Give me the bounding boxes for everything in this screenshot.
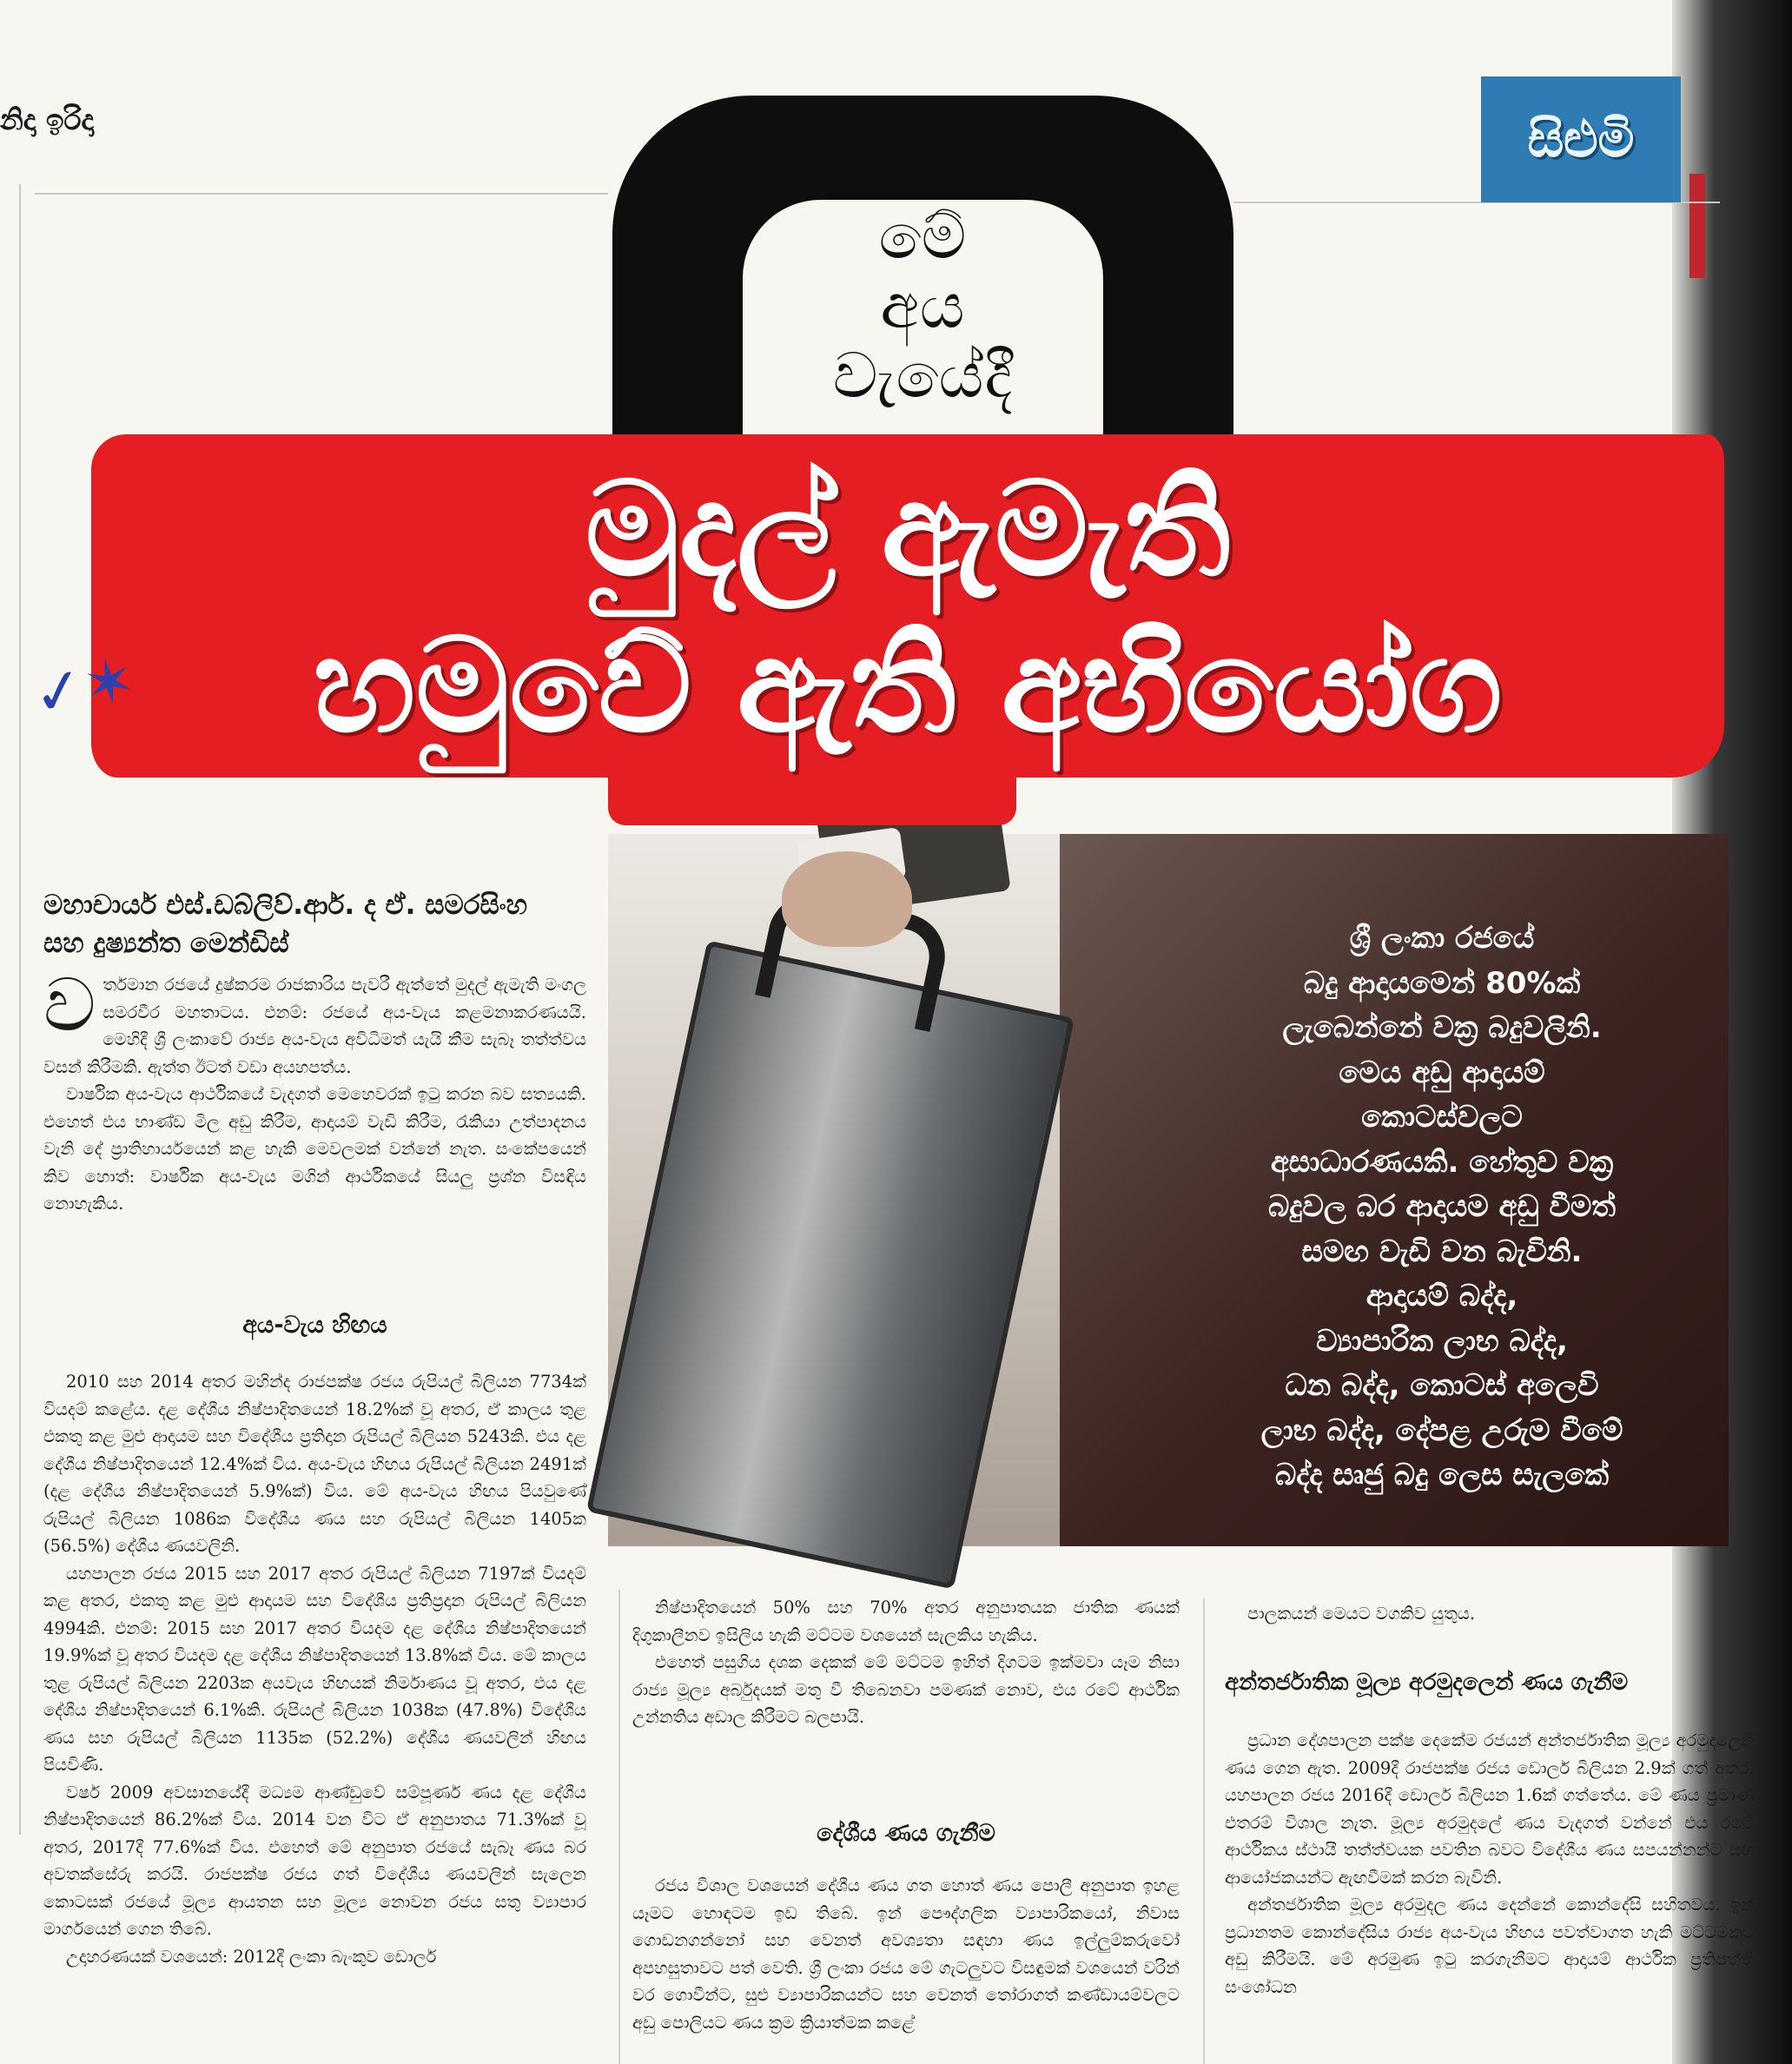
article-paragraph: අන්තර්ජාතික මූල්‍ය අරමුදල ණය දෙන්නේ කොන්දේසි සහිතවය. ඉන් ප්‍රධානතම කොන්දේසිය රාජ්‍ය අය-වැය හිඟය පවත්වාගත හැකි මට්ටමකට අඩු කිරීමයි. මේ අරමුණ ඉටු කරගැනීමට ආදායම් ආර්ථික ප්‍රතිපත්ති සංශෝධන (1225, 1895, 1755, 1997)
pull-quote-line: බදුවල බර ආදායම අඩු වීමත් (1268, 1189, 1616, 1224)
subheading: අන්තර්ජාතික මූල්‍ය අරමුදලෙන් ණය ගැනීම (1225, 1670, 1629, 1696)
kicker-line: වැයේදී (832, 339, 1014, 412)
pull-quote-line: ලැබෙන්නේ වක්‍ර බදුවලිනි. (1282, 1010, 1602, 1045)
author-line: මහාචාර්ය එස්.ඩබ්ලිව්.ආර්. ද ඒ. සමරසිංහ (43, 890, 528, 921)
pull-quote-line: ලාභ බද්ද, දේපළ උරුම වීමේ (1260, 1412, 1623, 1448)
article-paragraph: එහෙත් පසුගිය දශක දෙකක් මේ මට්ටම ඉහිත් දිගටම ඉක්මවා යෑම නිසා රාජ්‍ය මූල්‍ය අර්බුදයක් මතු වී තිබෙනවා පමණක් නොව, එය රටේ ආර්ථික උන්නතිය අඩාල කිරීමට බලපායි. (632, 1652, 1180, 1727)
article-paragraph: යහපාලන රජය 2015 සහ 2017 අතර රුපියල් බිලියන 7197ක් වියදම් කළ අතර, එකතු කළ මුළු ආදායම සහ විදේශීය ප්‍රතිප්‍රදාන රුපියල් බිලියන 4994කි. එනම්: 2015 සහ 2017 අතර වියදම දළ දේශීය නිෂ්පාදිතයෙන් 19.9%ක් වූ අතර වියදම දළ දේශීය නිෂ්පාදිතයෙන් 13.8%ක් විය. මේ කාලය තුළ රුපියල් බිලියන 2203ක අයවැය හිඟයක් නිර්මාණය වූ අතර, එය දළ දේශීය නිෂ්පාදිතයෙන් 6.1%කි. රුපියල් බිලියන 1038ක (47.8%) විදේශීය ණය සහ රුපියල් බිලියන 1135ක (52.2%) දේශීය ණයවලින් හිඟය පියවිණි. (43, 1563, 586, 1775)
drop-cap: ව (43, 963, 96, 1048)
article-paragraph: ර්තමාන රජයේ දුෂ්කරම රාජකාරිය පැවරී ඇත්තේ මුදල් ඇමැති මංගල සමරවීර මහතාටය. එනම්: රජයේ අය-වැය කළමනාකරණයයි. මෙහිදී ශ්‍රී ලංකාවේ රාජ්‍ය අය-වැය අවිධිමත් යැයි කීම සැබෑ තත්ත්වය වසන් කිරීමකි. ඇත්ත ඊටත් වඩා අයහපත්ය. (43, 975, 586, 1077)
headline (91, 452, 1724, 764)
article-paragraph: රජය විශාල වශයෙන් දේශීය ණය ගත හොත් ණය පොලී අනුපාත ඉහළ යෑමට හොඳටම ඉඩ තිබේ. ඉන් පෞද්ගලික ව්‍යාපාරිකයෝ, නිවාස ගොඩනගන්නෝ සහ වෙනත් අවශ්‍යතා සඳහා ණය ඉල්ලුම්කරුවෝ අපහසුතාවට පත් වෙති. ශ්‍රී ලංකා රජය මේ ගැටලුවට විසඳුමක් වශයෙන් වරින් වර ගොවීන්ට, සුළු ව්‍යාපාරිකයන්ට සහ වෙනත් තෝරාගත් කණ්ඩායම්වලට අඩු පොලියට ණය ක්‍රම ක්‍රියාත්මක කළේ (632, 1875, 1180, 2033)
kicker-text (743, 202, 1103, 410)
handwritten-annotation: ✓✶ (27, 643, 141, 731)
article-paragraph: 2010 සහ 2014 අතර මහින්ද රාජපක්ෂ රජය රුපියල් බිලියන 7734ක් වියදම් කළේය. දළ දේශීය නිෂ්පාදිතයෙන් 18.2%ක් වූ අතර, ඒ කාලය තුළ එකතු කළ මුළු ආදායම සහ විදේශීය ප්‍රතිදාන රුපියල් බිලියන 5243කි. එය දළ දේශීය නිෂ්පාදිතයෙන් 12.4%ක් විය. අය-වැය හිඟය රුපියල් බිලියන 2491ක් (දළ දේශීය නිෂ්පාදිතයෙන් 5.9%ක්) විය. මේ අය-වැය හිඟය පියවුණේ රුපියල් බිලියන 1086ක විදේශීය ණය සහ රුපියල් බිලියන 1405ක (56.5%) දේශීය ණයවලිනි. (43, 1372, 586, 1556)
headline-line: හමුවේ ඇති අභියෝග (313, 611, 1503, 762)
pull-quote-line: ශ්‍රී ලංකා රජයේ (1349, 921, 1535, 956)
left-margin-rule (0, 184, 21, 1835)
article-paragraph: වාර්ෂික අය-වැය ආර්ථිකයේ වැදගත් මෙහෙවරක් ඉටු කරන බව සත්‍යයකි. එහෙත් එය භාණ්ඩ මිල අඩු කිරීම, ආදායම් වැඩි කිරීම, රැකියා උත්පාදනය වැනි දේ ප්‍රාතිහාර්යයෙන් කළ හැකි මෙවලමක් වන්නේ නැත. සංකේපයෙන් කිව හොත්: වාර්ෂික අය-වැය මගින් ආර්ථිකයේ සියලු ප්‍රශ්න විසඳිය නොහැකිය. (43, 1084, 586, 1214)
article-column-1-deficit (43, 1368, 586, 1970)
author-line: සහ දුෂ්‍යන්ත මෙන්ඩිස් (43, 928, 289, 959)
article-column-2-domestic-debt (632, 1872, 1180, 2036)
pull-quote-line: ව්‍යාපාරික ලාභ බද්ද, (1316, 1323, 1568, 1359)
subheading: දේශීය ණය ගැනීම (817, 1820, 995, 1847)
pull-quote-line: බදු ආදායමෙන් 80%ක් (1303, 965, 1581, 1001)
section-tag: නිදා ඉරිදා (0, 103, 95, 136)
pull-quote-line: බද්ද සෘජු බදු ලෙස සැලකේ (1274, 1458, 1610, 1492)
article-paragraph: උදාහරණයක් වශයෙන්: 2012දී ලංකා බැංකුව ඩොලර් (66, 1946, 437, 1967)
article-column-3-imf (1225, 1727, 1755, 2001)
pull-quote (1181, 916, 1703, 1498)
pull-quote-line: සමඟ වැඩි වන බැවිනි. (1301, 1234, 1583, 1269)
article-column-1-intro (43, 963, 586, 1218)
pull-quote-line: අසාධාරණයකි. හේතුව වක්‍ර (1270, 1144, 1614, 1180)
article-paragraph: ප්‍රධාන දේශපාලන පක්ෂ දෙකේම රජයන් අන්තර්ජාතික මූල්‍ය අරමුදලෙන් ණය ගෙන ඇත. 2009දී රාජපක්ෂ රජය ඩොලර් බිලියන 2.9ක් ගත් අතර, යහපාලන රජය 2016දී ඩොලර් බිලියන 1.6ක් ගත්තේය. මේ ණය ප්‍රමාණ එතරම් විශාල නැත. මූල්‍ය අරමුදලේ ණය වැදගත් වන්නේ එය රටේ ආර්ථිකය ස්ථායී තත්ත්වයක පවතින බවට විදේශීය ණය සපයන්නන්ට සහ ආයෝජකයන්ට ඇඟවීමක් කරන බැවිනි. (1225, 1730, 1755, 1888)
headline-banner-notch (608, 764, 1016, 825)
subheading: අය-වැය හිඟය (242, 1312, 387, 1339)
pull-quote-line: මෙය අඩු ආදායම් (1339, 1055, 1545, 1090)
author-byline (43, 886, 527, 963)
article-column-3-top (1225, 1600, 1755, 1628)
top-rule-left (35, 193, 608, 195)
column-divider (618, 1590, 620, 2064)
article-paragraph: නිෂ්පාදිතයෙන් 50% සහ 70% අතර අනුපාතයක ජාතික ණයක් දිගුකාලීනව ඉසිලිය හැකි මට්ටම වශයෙන් සැලකිය හැකිය. (632, 1598, 1180, 1645)
brand-logo (1481, 76, 1681, 202)
pull-quote-line: කොටස්වලට (1361, 1100, 1523, 1135)
pull-quote-line: ධන බද්ද, කොටස් අලෙවි (1285, 1368, 1599, 1403)
headline-line: මුදල් ඇමැති (585, 454, 1231, 605)
article-paragraph: පාලකයන් මෙයට වගකිව යුතුය. (1247, 1604, 1476, 1624)
column-divider (1203, 1598, 1205, 2064)
brand-logo-text: සිළුමි (1527, 109, 1635, 169)
hand (782, 851, 912, 947)
article-paragraph: වර්ෂ 2009 අවසානයේදී මධ්‍යම ආණ්ඩුවේ සම්පූර්ණ ණය දළ දේශීය නිෂ්පාදිතයෙන් 86.2%ක් විය. 2014 වන විට ඒ අනුපාතය 71.3%ක් වූ අතර, 2017දී 77.6%ක් විය. එහෙත් මේ අනුපාත රජයේ සැබෑ ණය බර අවතක්සේරු කරයි. රාජපක්ෂ රජය ගත් විදේශීය ණයවලින් සැලෙන කොටසක් රජයේ මූල්‍ය ආයතන සහ මූල්‍ය නොවන රජය සතු ව්‍යාපාර මාර්ගයෙන් ගෙන තිබේ. (43, 1782, 586, 1939)
pull-quote-line: ආදායම් බද්ද, (1365, 1279, 1518, 1313)
kicker-line: අය (880, 269, 966, 342)
page-edge-mark (1690, 174, 1705, 278)
kicker-line: මේ (878, 200, 968, 273)
article-column-2 (632, 1594, 1180, 1731)
